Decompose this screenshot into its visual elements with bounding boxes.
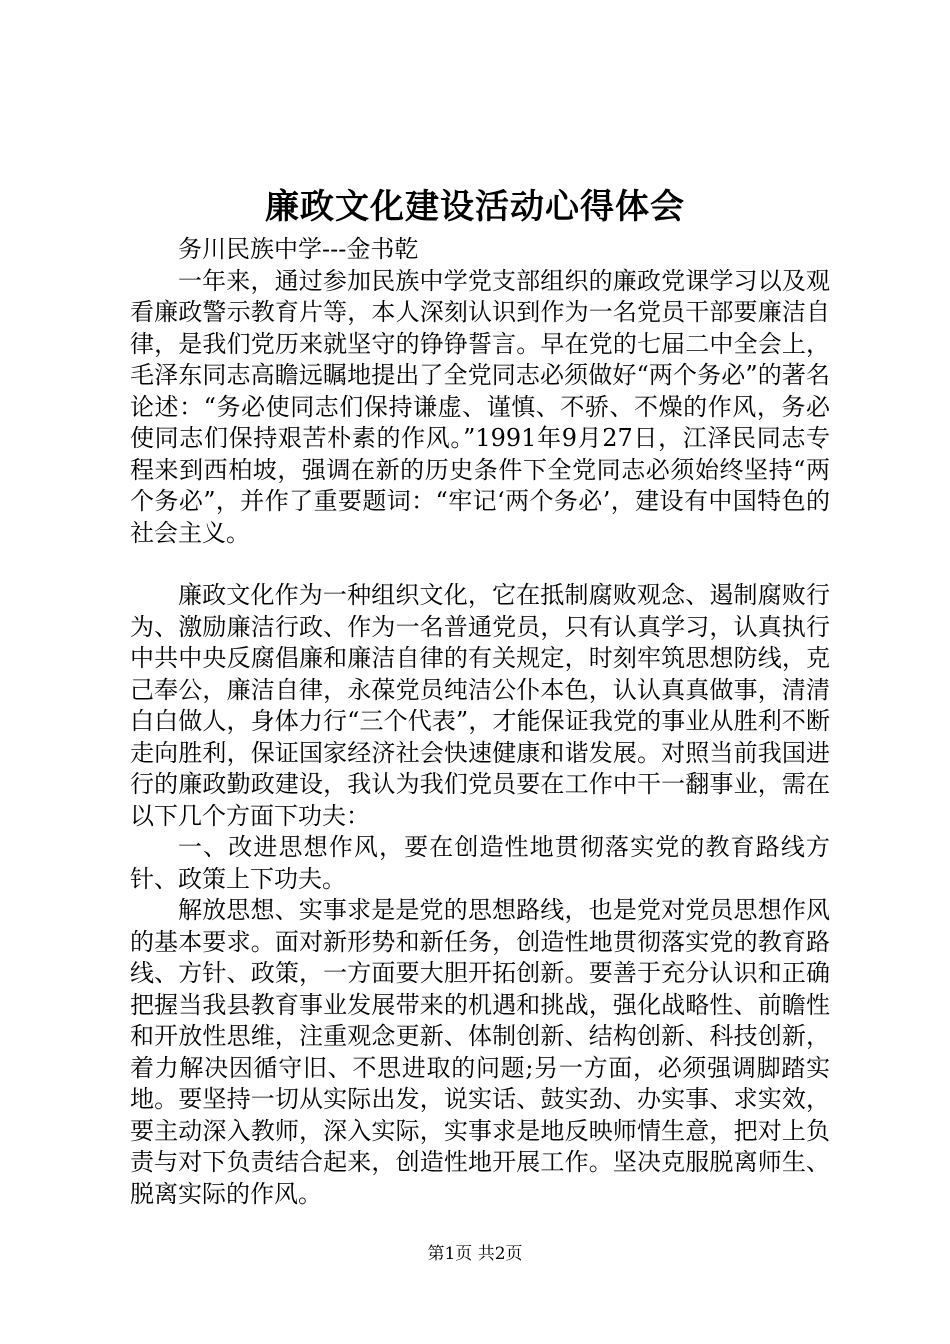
paragraph-3: 一、改进思想作风，要在创造性地贯彻落实党的教育路线方针、政策上下功夫。 — [130, 833, 830, 893]
paragraph-2: 廉政文化作为一种组织文化，它在抵制腐败观念、遏制腐败行为、激励廉洁行政、作为一名普通党员，只有认真学习，认真执行中共中央反腐倡廉和廉洁自律的有关规定，时刻牢筑思想防线，克己奉公，廉洁自律，永葆党员纯洁公仆本色，认认真真做事，清清白白做人，身体力行“三个代表”，才能保证我党的事业从胜利不断走向胜利，保证国家经济社会快速健康和谐发展。对照当前我国进行的廉政勤政建设，我认为我们党员要在工作中干一翻事业，需在以下几个方面下功夫： — [130, 581, 830, 830]
paragraph-4: 解放思想、实事求是是党的思想路线，也是党对党员思想作风的基本要求。面对新形势和新任务，创造性地贯彻落实党的教育路线、方针、政策，一方面要大胆开拓创新。要善于充分认识和正确把握当我县教育事业发展带来的机遇和挑战，强化战略性、前瞻性和开放性思维，注重观念更新、体制创新、结构创新、科技创新，着力解决因循守旧、不思进取的问题;另一方面，必须强调脚踏实地。要坚持一切从实际出发，说实话、鼓实劲、办实事、求实效，要主动深入教师，深入实际，实事求是地反映师情生意，把对上负责与对下负责结合起来，创造性地开展工作。坚决克服脱离师生、脱离实际的作风。 — [130, 896, 830, 1208]
document-title: 廉政文化建设活动心得体会 — [265, 187, 685, 227]
paragraph-1: 一年来，通过参加民族中学党支部组织的廉政党课学习以及观看廉政警示教育片等，本人深刻认识到作为一名党员干部要廉洁自律，是我们党历来就坚守的铮铮誓言。早在党的七届二中全会上，毛泽东同志高瞻远瞩地提出了全党同志必须做好“两个务必”的著名论述：“务必使同志们保持谦虚、谨慎、不骄、不燥的作风，务必使同志们保持艰苦朴素的作风。”1991年9月27日，江泽民同志专程来到西柏坡，强调在新的历史条件下全党同志必须始终坚持“两个务必”，并作了重要题词：“牢记‘两个务必’，建设有中国特色的社会主义。 — [130, 266, 830, 547]
author-line: 务川民族中学---金书乾 — [178, 235, 419, 263]
page-footer: 第1页 共2页 — [427, 1244, 523, 1264]
document-body — [130, 234, 830, 1210]
